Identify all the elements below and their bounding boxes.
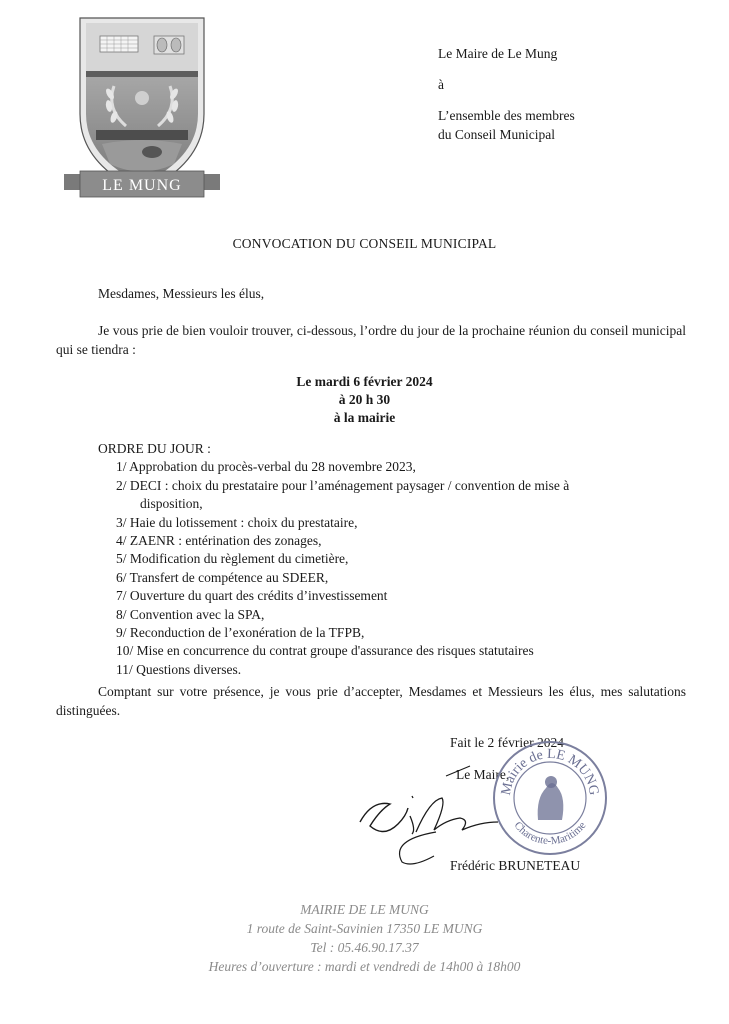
stamp-top-text: Mairie de LE MUNG <box>498 746 602 797</box>
agenda-item: 2/ DECI : choix du prestataire pour l’aménagement paysager / convention de mise à <box>116 477 570 493</box>
agenda-list <box>98 458 569 679</box>
agenda-item: 4/ ZAENR : entérination des zonages, <box>116 533 322 549</box>
handwritten-signature <box>350 760 510 870</box>
agenda-item: 10/ Mise en concurrence du contrat groupe d'assurance des risques statutaires <box>116 643 534 659</box>
agenda <box>98 440 569 679</box>
meeting-details <box>0 373 729 427</box>
agenda-item: 5/ Modification du règlement du cimetière, <box>116 551 349 567</box>
footer-name: MAIRIE DE LE MUNG <box>300 902 429 917</box>
stamp-bottom-text: Charente-Maritime <box>511 819 589 848</box>
agenda-item: 9/ Reconduction de l’exonération de la TFPB, <box>116 625 365 641</box>
agenda-heading: ORDRE DU JOUR : <box>98 441 211 456</box>
meeting-place: à la mairie <box>333 410 396 425</box>
closing-paragraph: Comptant sur votre présence, je vous prie d’accepter, Mesdames et Messieurs les élus, mes salutations distinguées. <box>56 684 686 718</box>
recipient-line-2: du Conseil Municipal <box>438 127 555 142</box>
meeting-date: Le mardi 6 février 2024 <box>296 374 433 389</box>
footer-address: 1 route de Saint-Savinien 17350 LE MUNG <box>246 921 483 936</box>
signatory-name: Frédéric BRUNETEAU <box>450 858 581 873</box>
agenda-item: 1/ Approbation du procès-verbal du 28 novembre 2023, <box>116 459 416 475</box>
intro-paragraph: Je vous prie de bien vouloir trouver, ci-dessous, l’ordre du jour de la prochaine réunion du conseil municipal qui se tiendra : <box>56 323 686 357</box>
svg-text:Charente-Maritime <box>512 820 589 848</box>
agenda-item: 11/ Questions diverses. <box>116 661 242 677</box>
recipient-line-1: L’ensemble des membres <box>438 108 575 123</box>
recipient-block <box>438 44 575 144</box>
meeting-time: à 20 h 30 <box>338 392 391 407</box>
crest-banner-text: LE MUNG <box>102 177 182 194</box>
agenda-item: 6/ Transfert de compétence au SDEER, <box>116 569 329 585</box>
agenda-item: 7/ Ouverture du quart des crédits d’investissement <box>116 588 388 604</box>
footer <box>0 900 729 976</box>
to-line: à <box>438 77 444 92</box>
agenda-item-continuation: disposition, <box>140 496 203 512</box>
signature-role: Le Maire, <box>456 767 510 782</box>
footer-hours: Heures d’ouverture : mardi et vendredi de 14h00 à 18h00 <box>208 959 521 974</box>
greeting: Mesdames, Messieurs les élus, <box>98 286 265 301</box>
municipal-crest-icon <box>62 14 222 204</box>
agenda-item: 3/ Haie du lotissement : choix du prestataire, <box>116 514 358 530</box>
footer-phone: Tel : 05.46.90.17.37 <box>310 940 419 955</box>
sender-line: Le Maire de Le Mung <box>438 46 558 61</box>
signature-date: Fait le 2 février 2024 <box>450 735 564 750</box>
agenda-item: 8/ Convention avec la SPA, <box>116 606 265 622</box>
document-title: CONVOCATION DU CONSEIL MUNICIPAL <box>232 236 497 251</box>
